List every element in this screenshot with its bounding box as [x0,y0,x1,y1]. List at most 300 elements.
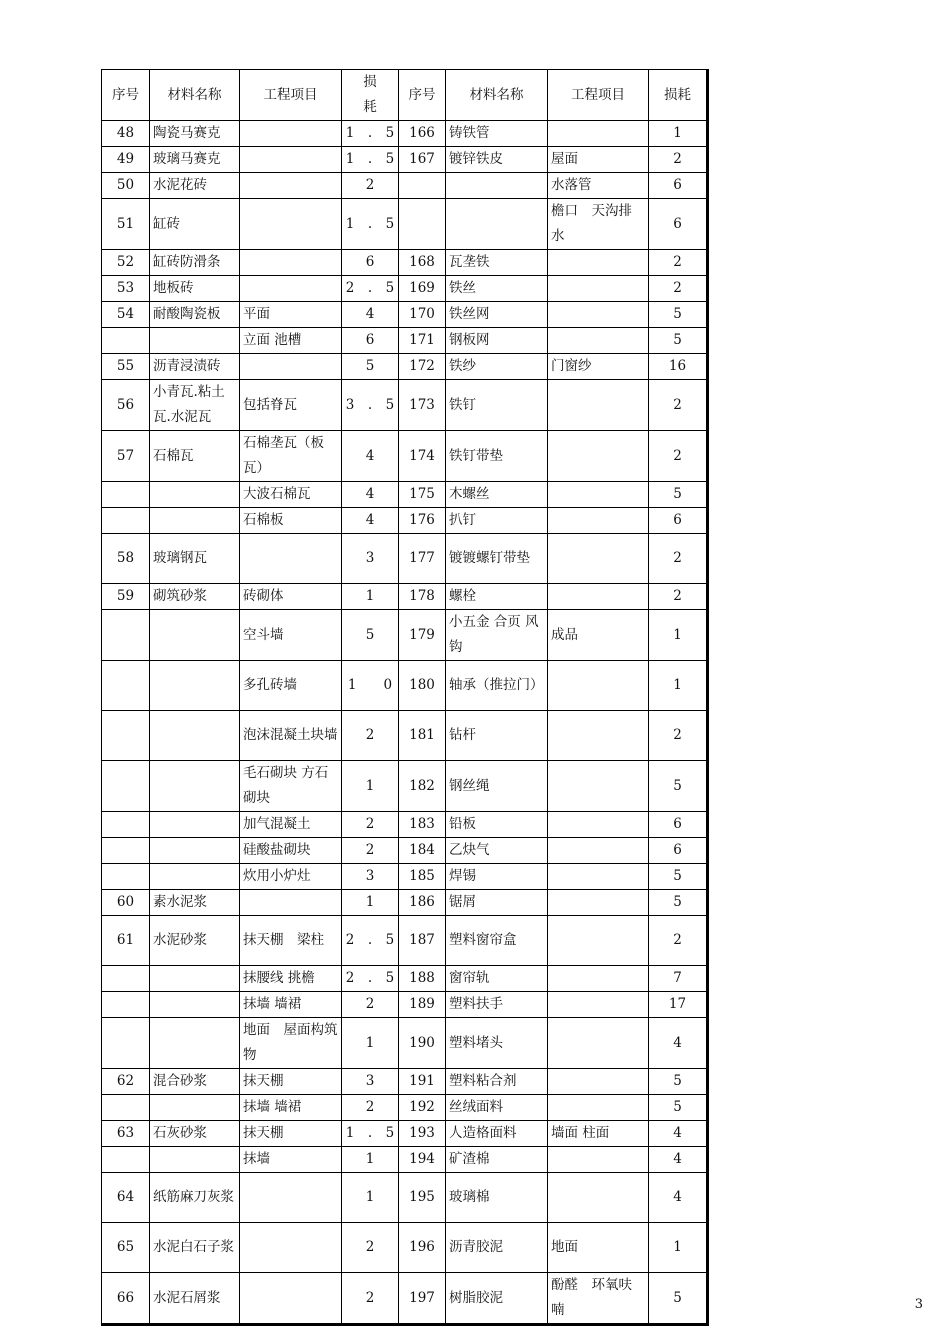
material-name-cell [150,610,240,661]
material-name-cell: 玻璃棉 [446,1173,548,1223]
material-name-cell: 缸砖 [150,199,240,250]
loss-cell: 1 . 5 [342,1121,399,1147]
material-name-cell: 地板砖 [150,276,240,302]
material-name-cell: 螺栓 [446,584,548,610]
material-name-cell [150,838,240,864]
loss-cell: 5 [649,328,708,354]
material-name-cell: 窗帘轨 [446,966,548,992]
project-cell: 大波石棉瓦 [240,482,342,508]
project-cell: 平面 [240,302,342,328]
project-cell [240,1223,342,1273]
material-name-cell: 石灰砂浆 [150,1121,240,1147]
column-header: 序号 [399,70,446,121]
seq-cell: 49 [102,147,150,173]
table-row [102,966,708,992]
material-name-cell [150,1095,240,1121]
material-name-cell [150,508,240,534]
loss-cell: 2 [342,838,399,864]
seq-cell: 51 [102,199,150,250]
table-row [102,1173,708,1223]
seq-cell: 166 [399,121,446,147]
project-cell [240,354,342,380]
loss-cell: 1 [342,584,399,610]
seq-cell: 185 [399,864,446,890]
loss-cell: 2 [342,173,399,199]
project-cell: 地面 [548,1223,649,1273]
seq-cell: 48 [102,121,150,147]
material-name-cell [150,1018,240,1069]
seq-cell: 182 [399,761,446,812]
seq-cell: 170 [399,302,446,328]
column-header: 工程项目 [548,70,649,121]
seq-cell: 179 [399,610,446,661]
project-cell: 水落管 [548,173,649,199]
loss-cell: 4 [649,1121,708,1147]
loss-cell: 6 [649,199,708,250]
project-cell: 毛石砌块 方石砌块 [240,761,342,812]
material-name-cell: 钢板网 [446,328,548,354]
loss-cell: 4 [649,1173,708,1223]
material-name-cell: 玻璃钢瓦 [150,534,240,584]
seq-cell [102,966,150,992]
material-name-cell: 钢丝绳 [446,761,548,812]
loss-cell: 4 [342,508,399,534]
project-cell [240,276,342,302]
table-row [102,661,708,711]
table-row [102,173,708,199]
loss-cell: 1 . 5 [342,147,399,173]
table-row [102,916,708,966]
material-name-cell: 玻璃马赛克 [150,147,240,173]
loss-cell: 6 [342,328,399,354]
material-name-cell: 焊锡 [446,864,548,890]
project-cell [548,661,649,711]
seq-cell: 187 [399,916,446,966]
seq-cell: 169 [399,276,446,302]
material-name-cell: 瓦垄铁 [446,250,548,276]
material-name-cell: 沥青胶泥 [446,1223,548,1273]
project-cell [548,992,649,1018]
project-cell [548,250,649,276]
project-cell: 炊用小炉灶 [240,864,342,890]
seq-cell: 64 [102,1173,150,1223]
table-row [102,1069,708,1095]
loss-cell: 5 [649,1095,708,1121]
loss-cell: 17 [649,992,708,1018]
seq-cell: 167 [399,147,446,173]
seq-cell: 197 [399,1273,446,1325]
table-row [102,1147,708,1173]
material-name-cell [150,812,240,838]
table-row [102,1223,708,1273]
seq-cell [102,661,150,711]
seq-cell: 54 [102,302,150,328]
material-name-cell [150,661,240,711]
loss-cell: 2 [649,250,708,276]
project-cell [240,121,342,147]
seq-cell: 176 [399,508,446,534]
project-cell [240,1273,342,1325]
project-cell [548,1147,649,1173]
project-cell [548,121,649,147]
material-name-cell: 水泥石屑浆 [150,1273,240,1325]
material-name-cell: 耐酸陶瓷板 [150,302,240,328]
project-cell: 抹墙 墙裙 [240,1095,342,1121]
table-row [102,199,708,250]
table-row [102,431,708,482]
table-row [102,482,708,508]
project-cell [548,380,649,431]
seq-cell: 186 [399,890,446,916]
loss-cell: 16 [649,354,708,380]
material-name-cell: 木螺丝 [446,482,548,508]
seq-cell [102,1095,150,1121]
loss-cell: 3 [342,864,399,890]
loss-cell: 5 [649,302,708,328]
table-row [102,864,708,890]
loss-cell: 6 [649,812,708,838]
project-cell [548,534,649,584]
material-name-cell: 铁纱 [446,354,548,380]
loss-cell: 2 [342,1223,399,1273]
material-name-cell: 缸砖防滑条 [150,250,240,276]
seq-cell: 61 [102,916,150,966]
column-header: 工程项目 [240,70,342,121]
table-row [102,1273,708,1325]
loss-cell: 4 [649,1147,708,1173]
loss-cell: 2 [342,1095,399,1121]
column-header: 材料名称 [150,70,240,121]
seq-cell: 55 [102,354,150,380]
material-name-cell [150,328,240,354]
seq-cell: 190 [399,1018,446,1069]
material-name-cell: 塑料窗帘盒 [446,916,548,966]
material-name-cell: 镀锌铁皮 [446,147,548,173]
loss-cell: 4 [649,1018,708,1069]
material-name-cell: 镀镀螺钉带垫 [446,534,548,584]
project-cell: 抹天棚 [240,1069,342,1095]
material-name-cell: 铁钉 [446,380,548,431]
project-cell [548,812,649,838]
seq-cell: 56 [102,380,150,431]
project-cell: 地面 屋面构筑物 [240,1018,342,1069]
loss-cell: 5 [649,1273,708,1325]
table-row [102,147,708,173]
loss-cell: 2 [342,711,399,761]
material-name-cell: 扒钉 [446,508,548,534]
material-name-cell: 素水泥浆 [150,890,240,916]
material-name-cell [150,966,240,992]
seq-cell: 50 [102,173,150,199]
loss-cell: 2 . 5 [342,916,399,966]
project-cell [548,508,649,534]
project-cell: 墙面 柱面 [548,1121,649,1147]
seq-cell [102,864,150,890]
table-row [102,380,708,431]
loss-cell: 1 [342,1147,399,1173]
project-cell [548,328,649,354]
project-cell: 屋面 [548,147,649,173]
table-row [102,610,708,661]
seq-cell: 58 [102,534,150,584]
seq-cell: 196 [399,1223,446,1273]
page-number: 3 [914,1297,923,1312]
loss-cell: 3 [342,1069,399,1095]
project-cell [548,864,649,890]
seq-cell: 184 [399,838,446,864]
seq-cell: 53 [102,276,150,302]
seq-cell [399,199,446,250]
loss-cell: 2 [649,711,708,761]
project-cell [548,584,649,610]
project-cell: 石棉板 [240,508,342,534]
loss-cell: 4 [342,431,399,482]
table-row [102,328,708,354]
column-header: 材料名称 [446,70,548,121]
table-row [102,890,708,916]
loss-cell: 2 . 5 [342,966,399,992]
table-row [102,761,708,812]
material-name-cell: 陶瓷马赛克 [150,121,240,147]
seq-cell [399,173,446,199]
loss-cell: 1 . 5 [342,121,399,147]
project-cell [240,534,342,584]
material-name-cell: 石棉瓦 [150,431,240,482]
seq-cell: 183 [399,812,446,838]
material-name-cell: 轴承（推拉门） [446,661,548,711]
project-cell [548,1095,649,1121]
table-row [102,1095,708,1121]
project-cell [548,711,649,761]
project-cell [548,482,649,508]
loss-cell: 2 [649,534,708,584]
project-cell: 酚醛 环氧呋喃 [548,1273,649,1325]
seq-cell: 171 [399,328,446,354]
seq-cell [102,328,150,354]
seq-cell: 52 [102,250,150,276]
seq-cell: 188 [399,966,446,992]
table-row [102,354,708,380]
project-cell: 加气混凝土 [240,812,342,838]
project-cell [548,890,649,916]
seq-cell: 66 [102,1273,150,1325]
table-row [102,1121,708,1147]
loss-cell: 5 [342,354,399,380]
project-cell: 多孔砖墙 [240,661,342,711]
loss-cell: 5 [342,610,399,661]
loss-cell: 1 [649,1223,708,1273]
project-cell [548,916,649,966]
table-row [102,812,708,838]
loss-cell: 1 [649,661,708,711]
loss-cell: 1 [649,610,708,661]
material-name-cell [446,173,548,199]
project-cell: 空斗墙 [240,610,342,661]
material-name-cell: 乙炔气 [446,838,548,864]
loss-cell: 2 [649,380,708,431]
seq-cell: 62 [102,1069,150,1095]
material-name-cell: 钻杆 [446,711,548,761]
loss-cell: 1 [342,1018,399,1069]
loss-cell: 1 0 [342,661,399,711]
project-cell [240,890,342,916]
seq-cell: 181 [399,711,446,761]
column-header: 损耗 [649,70,708,121]
material-name-cell: 小青瓦.粘土瓦.水泥瓦 [150,380,240,431]
project-cell: 抹腰线 挑檐 [240,966,342,992]
column-header: 序号 [102,70,150,121]
seq-cell: 65 [102,1223,150,1273]
seq-cell: 192 [399,1095,446,1121]
loss-cell: 1 [342,761,399,812]
seq-cell [102,711,150,761]
seq-cell: 189 [399,992,446,1018]
project-cell [548,1018,649,1069]
project-cell [240,173,342,199]
material-name-cell [150,864,240,890]
loss-cell: 1 [342,1173,399,1223]
material-name-cell: 纸筋麻刀灰浆 [150,1173,240,1223]
project-cell [548,276,649,302]
seq-cell [102,1018,150,1069]
project-cell [240,199,342,250]
material-name-cell: 丝绒面料 [446,1095,548,1121]
loss-cell: 1 [649,121,708,147]
seq-cell [102,1147,150,1173]
project-cell: 硅酸盐砌块 [240,838,342,864]
material-loss-table [101,69,709,1326]
loss-cell: 1 . 5 [342,199,399,250]
material-name-cell [150,761,240,812]
material-name-cell: 水泥花砖 [150,173,240,199]
seq-cell: 173 [399,380,446,431]
loss-cell: 1 [342,890,399,916]
table-row [102,250,708,276]
table-row [102,711,708,761]
table-row [102,838,708,864]
table-row [102,121,708,147]
material-name-cell: 塑料粘合剂 [446,1069,548,1095]
seq-cell [102,838,150,864]
project-cell: 门窗纱 [548,354,649,380]
material-name-cell [150,1147,240,1173]
seq-cell: 59 [102,584,150,610]
seq-cell [102,812,150,838]
material-name-cell: 小五金 合页 风钩 [446,610,548,661]
loss-cell: 5 [649,761,708,812]
loss-cell: 6 [649,173,708,199]
loss-cell: 4 [342,482,399,508]
seq-cell: 172 [399,354,446,380]
material-name-cell [446,199,548,250]
seq-cell: 194 [399,1147,446,1173]
seq-cell: 193 [399,1121,446,1147]
table-row [102,508,708,534]
loss-cell: 4 [342,302,399,328]
project-cell: 石棉垄瓦（板瓦） [240,431,342,482]
material-name-cell: 塑料扶手 [446,992,548,1018]
project-cell [548,761,649,812]
project-cell: 成品 [548,610,649,661]
column-header: 损 耗 [342,70,399,121]
project-cell: 砖砌体 [240,584,342,610]
project-cell: 抹天棚 [240,1121,342,1147]
material-name-cell: 水泥砂浆 [150,916,240,966]
header-row [102,70,708,121]
seq-cell: 174 [399,431,446,482]
table-row [102,276,708,302]
material-name-cell: 混合砂浆 [150,1069,240,1095]
seq-cell: 180 [399,661,446,711]
loss-cell: 3 . 5 [342,380,399,431]
material-name-cell: 水泥白石子浆 [150,1223,240,1273]
table-row [102,1018,708,1069]
seq-cell [102,992,150,1018]
seq-cell: 63 [102,1121,150,1147]
seq-cell: 175 [399,482,446,508]
project-cell [548,302,649,328]
project-cell: 抹墙 [240,1147,342,1173]
project-cell [548,838,649,864]
table-row [102,534,708,584]
loss-cell: 2 [649,431,708,482]
material-name-cell: 人造格面料 [446,1121,548,1147]
loss-cell: 2 [342,812,399,838]
material-name-cell: 塑料堵头 [446,1018,548,1069]
seq-cell: 168 [399,250,446,276]
seq-cell: 177 [399,534,446,584]
material-name-cell [150,711,240,761]
project-cell [240,1173,342,1223]
loss-cell: 5 [649,890,708,916]
seq-cell: 178 [399,584,446,610]
material-name-cell: 砌筑砂浆 [150,584,240,610]
project-cell: 泡沫混凝土块墙 [240,711,342,761]
seq-cell [102,761,150,812]
loss-cell: 6 [649,508,708,534]
loss-cell: 2 [649,147,708,173]
table-row [102,992,708,1018]
material-name-cell: 树脂胶泥 [446,1273,548,1325]
loss-cell: 6 [342,250,399,276]
seq-cell [102,482,150,508]
loss-cell: 2 [649,584,708,610]
project-cell: 檐口 天沟排水 [548,199,649,250]
project-cell: 立面 池槽 [240,328,342,354]
material-name-cell [150,992,240,1018]
seq-cell: 57 [102,431,150,482]
loss-cell: 2 [649,916,708,966]
material-name-cell: 沥青浸渍砖 [150,354,240,380]
table-row [102,302,708,328]
seq-cell: 191 [399,1069,446,1095]
project-cell [548,1173,649,1223]
loss-cell: 5 [649,482,708,508]
project-cell: 包括脊瓦 [240,380,342,431]
loss-cell: 5 [649,1069,708,1095]
loss-cell: 2 [342,992,399,1018]
material-name-cell: 铅板 [446,812,548,838]
material-name-cell: 锯屑 [446,890,548,916]
material-name-cell: 铁钉带垫 [446,431,548,482]
seq-cell: 195 [399,1173,446,1223]
material-name-cell: 铸铁管 [446,121,548,147]
project-cell [548,966,649,992]
project-cell [548,1069,649,1095]
material-name-cell: 铁丝网 [446,302,548,328]
material-name-cell [150,482,240,508]
project-cell [240,147,342,173]
